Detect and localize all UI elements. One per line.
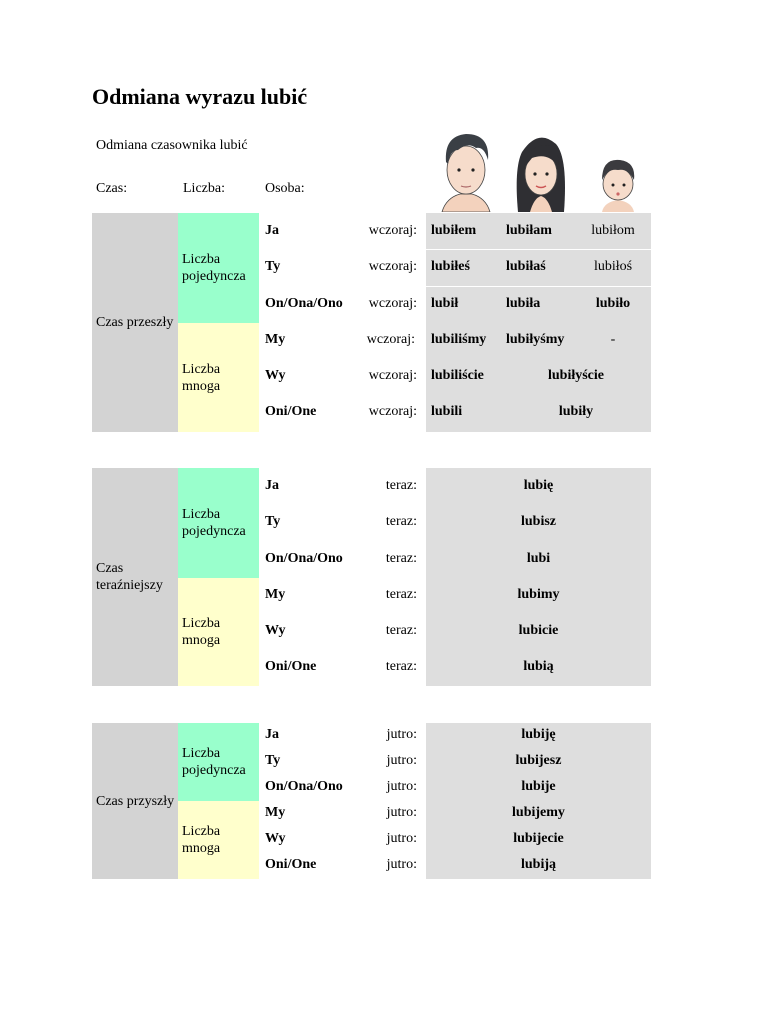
form-all: lubijesz bbox=[515, 753, 562, 768]
form-all: lubi bbox=[526, 551, 551, 566]
form-all: lubisz bbox=[520, 514, 556, 529]
group-plural bbox=[178, 801, 259, 879]
form-masculine: lubiłem bbox=[431, 223, 477, 238]
section-past bbox=[92, 213, 651, 432]
tense-label: Czas teraźniejszy bbox=[96, 561, 163, 593]
person-label: Wy bbox=[265, 368, 286, 383]
person-label: My bbox=[265, 587, 286, 602]
row-divider bbox=[426, 249, 651, 250]
group-singular bbox=[178, 468, 259, 578]
form-all: lubijemy bbox=[512, 805, 565, 820]
adverb-label: teraz: bbox=[385, 551, 417, 566]
form-all: lubije bbox=[521, 779, 556, 794]
person-label: On/Ona/Ono bbox=[265, 551, 343, 566]
adverb-label: teraz: bbox=[385, 514, 417, 529]
adverb-label: wczoraj: bbox=[368, 404, 417, 419]
section-present bbox=[92, 468, 651, 686]
group-label: Liczba mnoga bbox=[182, 361, 221, 394]
header-czas: Czas: bbox=[96, 181, 128, 196]
tense-label: Czas przeszły bbox=[96, 315, 174, 330]
person-label: On/Ona/Ono bbox=[265, 779, 343, 794]
group-label: Liczba mnoga bbox=[182, 616, 221, 648]
person-label: Ja bbox=[265, 727, 279, 742]
section-future bbox=[92, 723, 651, 879]
form-all: lubię bbox=[523, 478, 554, 493]
form-feminine: lubiła bbox=[506, 296, 541, 311]
form-all: lubicie bbox=[518, 623, 559, 638]
form-neuter: - bbox=[610, 332, 616, 347]
conjugation-area bbox=[426, 213, 651, 432]
person-label: My bbox=[265, 332, 286, 347]
form-all: lubią bbox=[523, 659, 554, 674]
tense-label: Czas przyszły bbox=[96, 793, 175, 809]
adverb-label: jutro: bbox=[386, 857, 417, 872]
tense-cell bbox=[92, 213, 178, 432]
faces-illustration bbox=[432, 128, 648, 212]
tense-cell bbox=[92, 468, 178, 686]
page-title: Odmiana wyrazu lubić bbox=[92, 84, 308, 109]
group-label: Liczba pojedyncza bbox=[182, 746, 246, 778]
group-plural bbox=[178, 323, 259, 432]
form-masculine: lubiliście bbox=[431, 368, 484, 383]
adverb-label: wczoraj: bbox=[366, 332, 415, 347]
person-label: Wy bbox=[265, 831, 286, 846]
person-label: Oni/One bbox=[265, 404, 317, 419]
form-masculine: lubił bbox=[431, 296, 459, 311]
adverb-label: wczoraj: bbox=[368, 259, 417, 274]
form-neuter: lubiłoś bbox=[593, 259, 633, 274]
form-all: lubimy bbox=[517, 587, 560, 602]
man-face-icon bbox=[442, 134, 490, 212]
form-nonmasculine: lubiłyście bbox=[547, 368, 604, 383]
adverb-label: teraz: bbox=[385, 587, 417, 602]
adverb-label: jutro: bbox=[386, 779, 417, 794]
row-divider bbox=[426, 286, 651, 287]
person-label: Ty bbox=[265, 259, 281, 274]
person-label: Ja bbox=[265, 478, 279, 493]
header-liczba: Liczba: bbox=[183, 181, 225, 196]
child-face-icon bbox=[602, 160, 634, 212]
adverb-label: jutro: bbox=[386, 805, 417, 820]
form-neuter: lubiłom bbox=[591, 223, 635, 238]
form-masculine: lubiliśmy bbox=[431, 332, 487, 347]
form-all: lubiję bbox=[521, 727, 556, 742]
form-all: lubiją bbox=[520, 857, 556, 872]
person-label: My bbox=[265, 805, 286, 820]
adverb-label: wczoraj: bbox=[368, 296, 417, 311]
form-all: lubijecie bbox=[513, 831, 564, 846]
person-label: Ty bbox=[265, 514, 281, 529]
group-singular bbox=[178, 723, 259, 801]
group-singular bbox=[178, 213, 259, 323]
form-masculine: lubiłeś bbox=[431, 259, 470, 274]
person-label: Ty bbox=[265, 753, 281, 768]
person-label: Ja bbox=[265, 223, 279, 238]
adverb-label: jutro: bbox=[386, 831, 417, 846]
adverb-label: jutro: bbox=[386, 753, 417, 768]
form-masculine: lubili bbox=[431, 404, 463, 419]
adverb-label: wczoraj: bbox=[368, 223, 417, 238]
form-nonmasculine: lubiły bbox=[558, 404, 594, 419]
adverb-label: wczoraj: bbox=[368, 368, 417, 383]
person-label: Oni/One bbox=[265, 857, 317, 872]
conjugation-area bbox=[426, 723, 651, 879]
conjugation-area bbox=[426, 468, 651, 686]
form-feminine: lubiłyśmy bbox=[506, 332, 565, 347]
form-feminine: lubiłam bbox=[506, 223, 552, 238]
group-label: Liczba pojedyncza bbox=[182, 252, 246, 284]
form-neuter: lubiło bbox=[595, 296, 631, 311]
header-osoba: Osoba: bbox=[265, 181, 305, 196]
adverb-label: jutro: bbox=[386, 727, 417, 742]
person-label: Oni/One bbox=[265, 659, 317, 674]
form-feminine: lubiłaś bbox=[506, 259, 546, 274]
adverb-label: teraz: bbox=[385, 478, 417, 493]
woman-face-icon bbox=[517, 138, 565, 212]
adverb-label: teraz: bbox=[385, 659, 417, 674]
adverb-label: teraz: bbox=[385, 623, 417, 638]
person-label: Wy bbox=[265, 623, 286, 638]
group-plural bbox=[178, 578, 259, 686]
group-label: Liczba mnoga bbox=[182, 824, 221, 856]
person-label: On/Ona/Ono bbox=[265, 296, 343, 311]
page-subtitle: Odmiana czasownika lubić bbox=[96, 138, 248, 153]
group-label: Liczba pojedyncza bbox=[182, 507, 246, 539]
tense-cell bbox=[92, 723, 178, 879]
